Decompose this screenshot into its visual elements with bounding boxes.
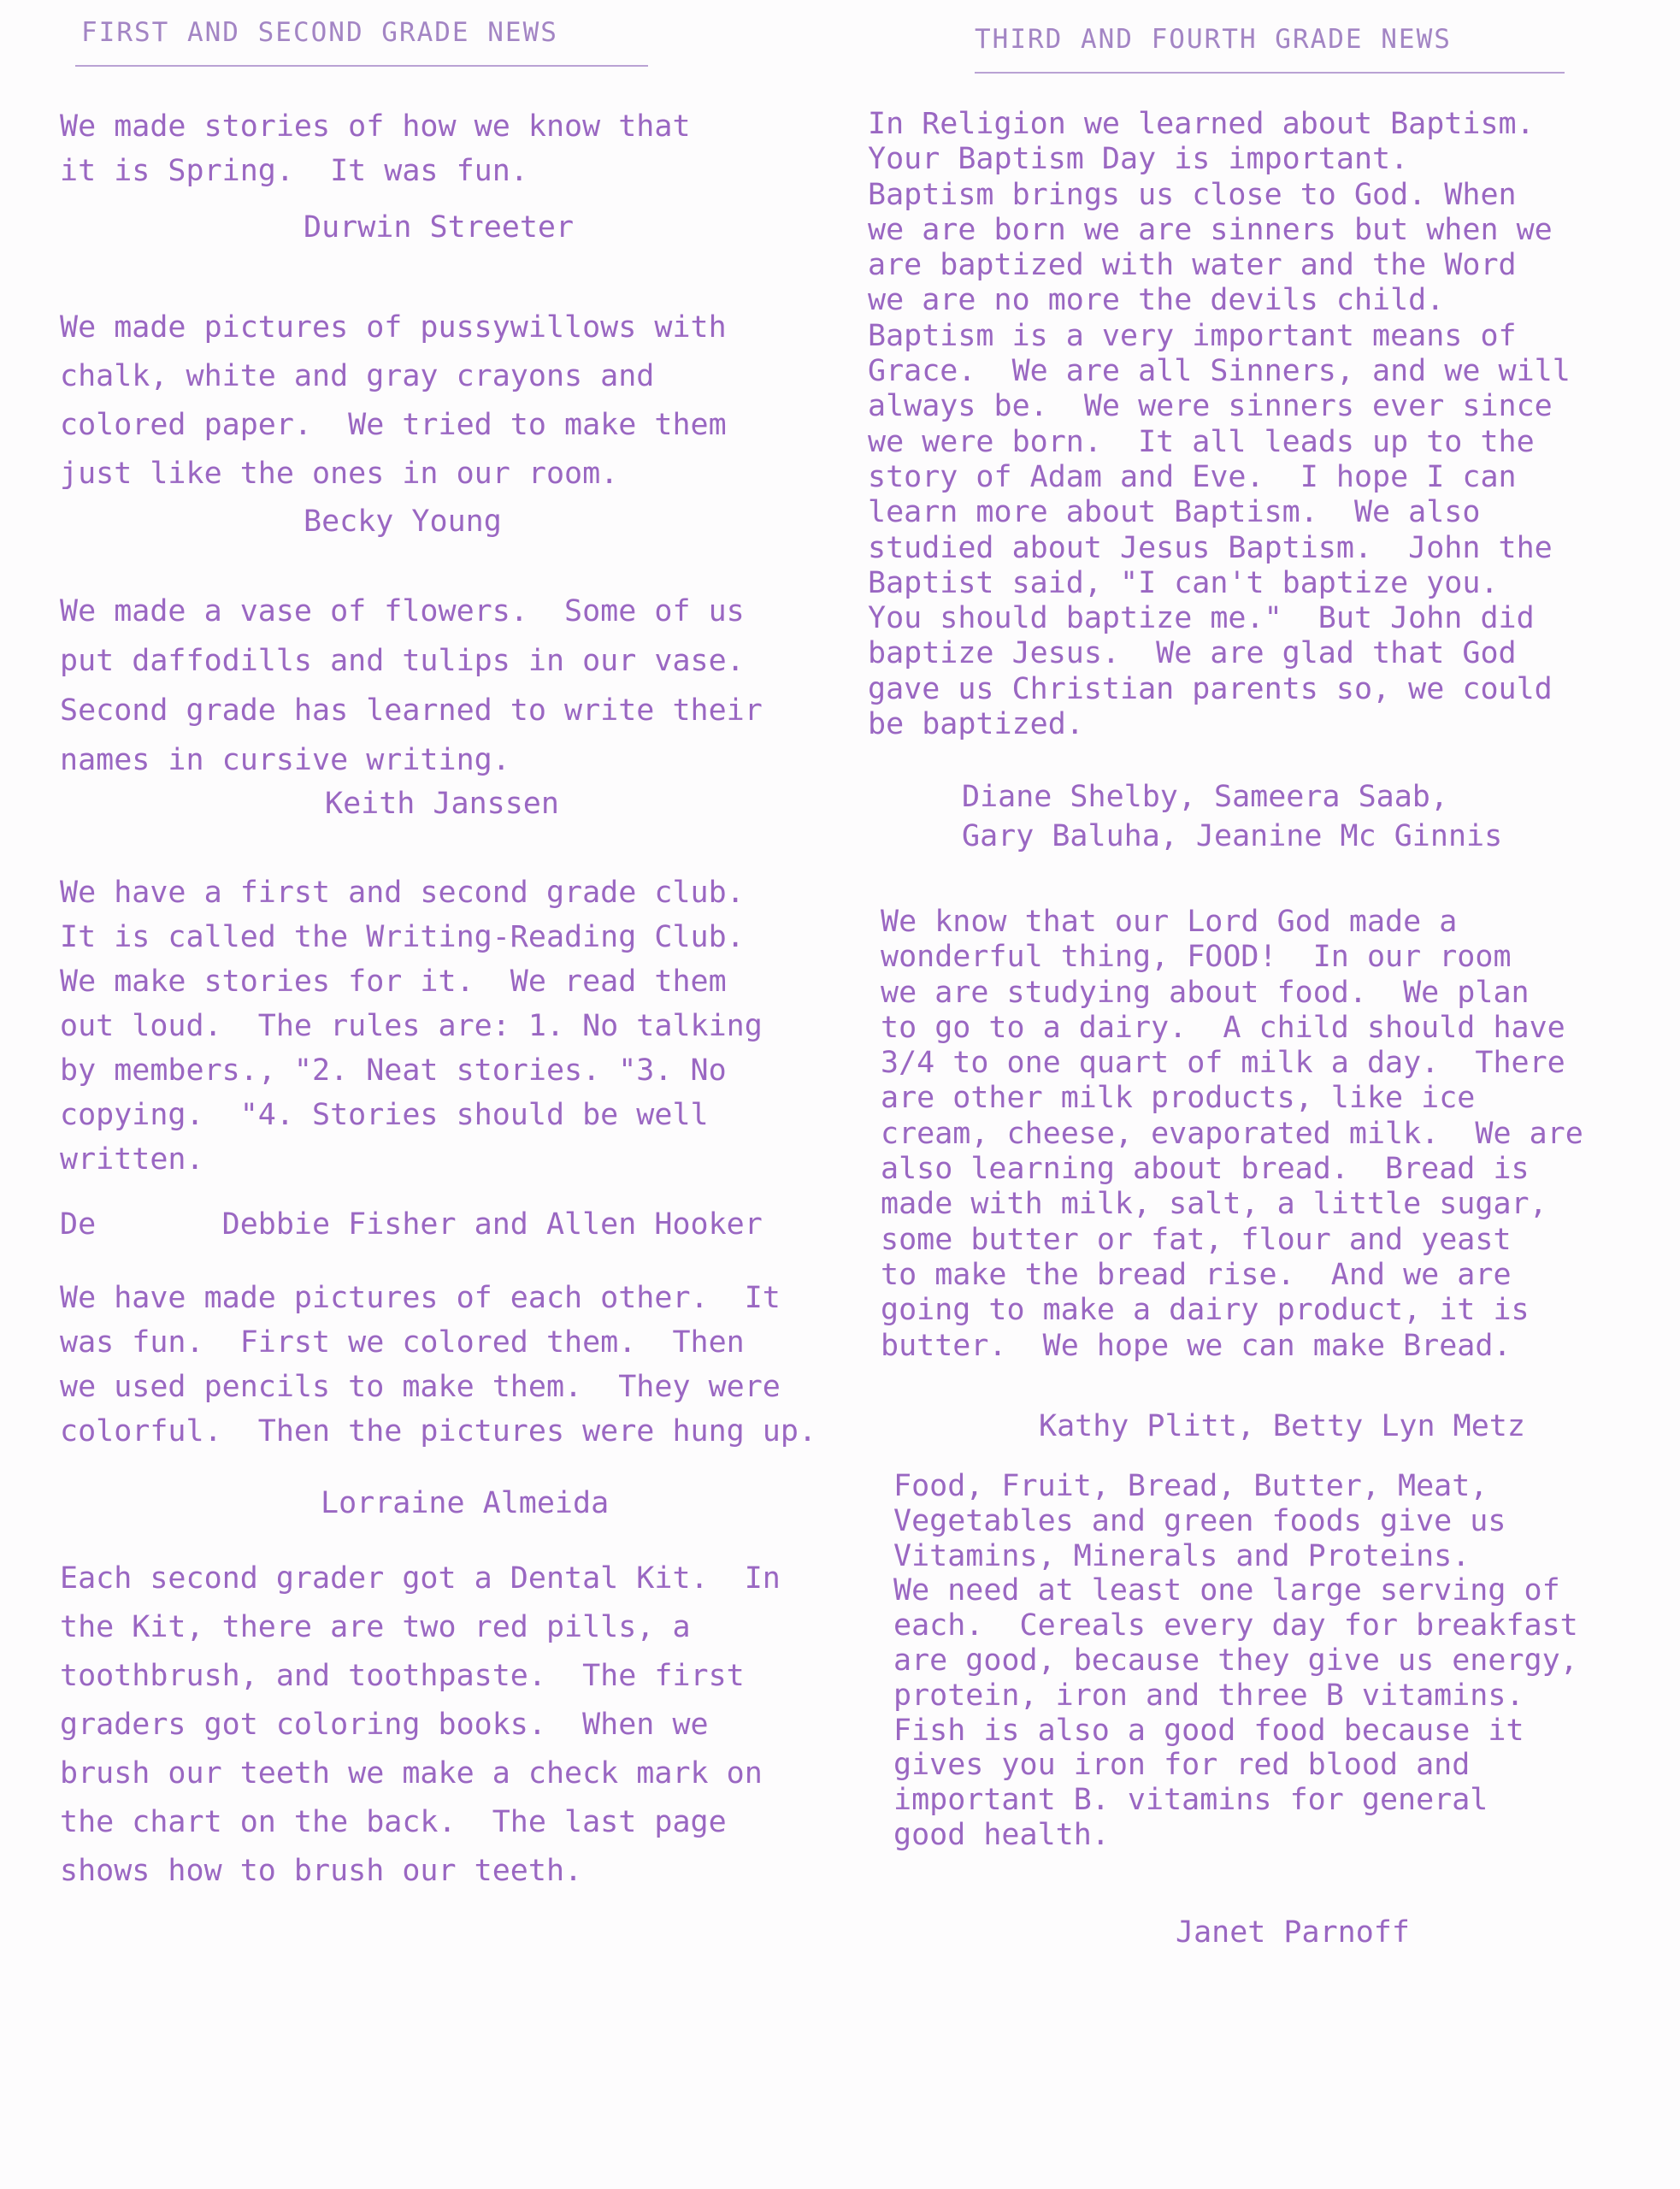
article-line: we are studying about food. We plan — [881, 975, 1530, 1010]
article-line: toothbrush, and toothpaste. The first — [60, 1659, 745, 1693]
article-line: studied about Jesus Baptism. John the — [868, 530, 1553, 565]
left-header-rule — [75, 65, 648, 67]
article-line: each. Cereals every day for breakfast — [893, 1608, 1578, 1643]
article-line: are other milk products, like ice — [881, 1081, 1476, 1116]
left-article-6 — [60, 1555, 781, 1896]
article-line: We know that our Lord God made a — [881, 905, 1458, 939]
article-line: to make the bread rise. And we are — [881, 1257, 1512, 1292]
article-line: just like the ones in our room. — [60, 457, 619, 491]
article-line: We make stories for it. We read them — [60, 965, 727, 999]
article-line: also learning about bread. Bread is — [881, 1152, 1530, 1187]
article-line: colorful. Then the pictures were hung up. — [60, 1414, 817, 1449]
article-line: We made pictures of pussywillows with — [60, 310, 727, 345]
article-line: it is Spring. It was fun. — [60, 154, 528, 188]
article-line: important B. vitamins for general — [893, 1783, 1488, 1818]
article-line: story of Adam and Eve. I hope I can — [868, 459, 1517, 494]
article-line: brush our teeth we make a check mark on — [60, 1756, 763, 1791]
article-line: Your Baptism Day is important. — [868, 142, 1409, 177]
article-line: cream, cheese, evaporated milk. We are — [881, 1116, 1583, 1151]
article-line: to go to a dairy. A child should have — [881, 1010, 1565, 1045]
article-line: chalk, white and gray crayons and — [60, 359, 655, 393]
left-article-4 — [60, 870, 763, 1182]
article-line: written. — [60, 1142, 204, 1177]
right-article-1 — [868, 107, 1571, 742]
article-line: Each second grader got a Dental Kit. In — [60, 1561, 781, 1596]
left-article-4-author: De Debbie Fisher and Allen Hooker — [60, 1207, 763, 1242]
article-line: the chart on the back. The last page — [60, 1805, 727, 1839]
article-line: butter. We hope we can make Bread. — [881, 1328, 1512, 1363]
article-line: gives you iron for red blood and — [893, 1748, 1471, 1783]
left-article-5-author: Lorraine Almeida — [321, 1486, 610, 1520]
article-line: always be. We were sinners ever since — [868, 389, 1553, 424]
article-line: Baptism brings us close to God. When — [868, 177, 1517, 212]
left-article-3-author: Keith Janssen — [325, 787, 559, 821]
article-line: we were born. It all leads up to the — [868, 424, 1535, 459]
article-line: put daffodills and tulips in our vase. — [60, 644, 745, 678]
left-column-header: FIRST AND SECOND GRADE NEWS — [81, 17, 558, 48]
article-line: We have a first and second grade club. — [60, 876, 745, 910]
article-line: Baptist said, "I can't baptize you. — [868, 565, 1499, 600]
article-line: We made stories of how we know that — [60, 109, 691, 144]
article-line: Vegetables and green foods give us — [893, 1503, 1506, 1538]
left-article-3 — [60, 587, 763, 785]
article-line: made with milk, salt, a little sugar, — [881, 1187, 1547, 1222]
article-line: by members., "2. Neat stories. "3. No — [60, 1053, 727, 1088]
article-line: We made a vase of flowers. Some of us — [60, 594, 745, 628]
article-line: out loud. The rules are: 1. No talking — [60, 1009, 763, 1043]
right-article-1-author-line2: Gary Baluha, Jeanine Mc Ginnis — [962, 819, 1503, 853]
article-line: Second grade has learned to write their — [60, 693, 763, 728]
left-article-5 — [60, 1276, 816, 1454]
article-line: We have made pictures of each other. It — [60, 1281, 781, 1315]
article-line: We need at least one large serving of — [893, 1573, 1560, 1608]
right-article-1-author: Diane Shelby, Sameera Saab, — [962, 780, 1448, 814]
right-article-2 — [881, 905, 1583, 1364]
right-article-3-author: Janet Parnoff — [1176, 1915, 1410, 1950]
article-line: Baptism is a very important means of — [868, 318, 1517, 353]
article-line: good health. — [893, 1817, 1110, 1852]
article-line: You should baptize me." But John did — [868, 601, 1535, 636]
article-line: colored paper. We tried to make them — [60, 408, 727, 442]
article-line: protein, iron and three B vitamins. — [893, 1678, 1524, 1713]
article-line: 3/4 to one quart of milk a day. There — [881, 1046, 1565, 1081]
article-line: Grace. We are all Sinners, and we will — [868, 354, 1571, 389]
article-line: was fun. First we colored them. Then — [60, 1325, 745, 1360]
article-line: are good, because they give us energy, — [893, 1643, 1578, 1678]
article-line: graders got coloring books. When we — [60, 1708, 709, 1742]
article-line: shows how to brush our teeth. — [60, 1854, 583, 1888]
left-article-2 — [60, 304, 727, 499]
article-line: wonderful thing, FOOD! In our room — [881, 940, 1512, 975]
article-line: the Kit, there are two red pills, a — [60, 1610, 691, 1644]
article-line: we are no more the devils child. — [868, 283, 1445, 318]
left-article-1-author: Durwin Streeter — [304, 210, 575, 245]
right-column-header: THIRD AND FOURTH GRADE NEWS — [975, 24, 1452, 55]
article-line: copying. "4. Stories should be well — [60, 1098, 709, 1132]
article-line: Fish is also a good food because it — [893, 1713, 1524, 1748]
article-line: It is called the Writing-Reading Club. — [60, 920, 745, 954]
article-line: going to make a dairy product, it is — [881, 1293, 1530, 1328]
right-article-2-author: Kathy Plitt, Betty Lyn Metz — [1039, 1409, 1525, 1443]
article-line: are baptized with water and the Word — [868, 248, 1517, 283]
article-line: learn more about Baptism. We also — [868, 495, 1481, 530]
article-line: baptize Jesus. We are glad that God — [868, 636, 1517, 671]
left-article-1 — [60, 104, 691, 193]
article-line: be baptized. — [868, 707, 1084, 742]
article-line: names in cursive writing. — [60, 743, 510, 777]
article-line: Vitamins, Minerals and Proteins. — [893, 1538, 1471, 1573]
article-line: some butter or fat, flour and yeast — [881, 1222, 1512, 1257]
article-line: we are born we are sinners but when we — [868, 212, 1553, 247]
article-line: In Religion we learned about Baptism. — [868, 107, 1535, 141]
article-line: we used pencils to make them. They were — [60, 1370, 781, 1404]
article-line: gave us Christian parents so, we could — [868, 671, 1553, 706]
left-article-2-author: Becky Young — [304, 504, 502, 539]
article-line: Food, Fruit, Bread, Butter, Meat, — [893, 1469, 1488, 1503]
right-header-rule — [975, 72, 1565, 74]
right-article-3 — [893, 1469, 1578, 1853]
